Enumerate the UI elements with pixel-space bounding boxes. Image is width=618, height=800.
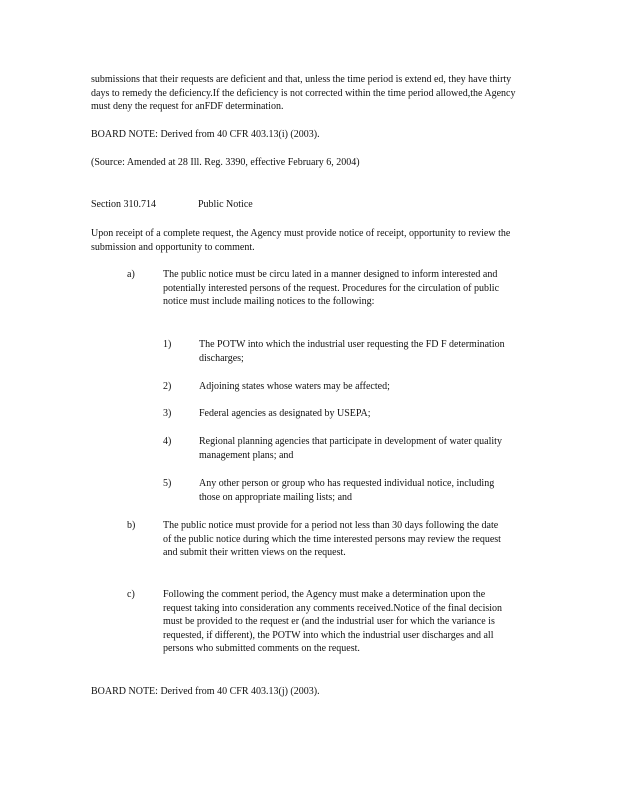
section-number: Section 310.714 <box>91 199 156 210</box>
subitem-1-text: The POTW into which the industrial user requesting the FD F determination discharges; <box>199 339 505 364</box>
subitem-2-marker: 2) <box>163 381 172 392</box>
item-c-marker: c) <box>127 589 135 600</box>
subitem-4-marker: 4) <box>163 436 172 447</box>
item-a-marker: a) <box>127 269 135 280</box>
subitem-4-text: Regional planning agencies that participate in development of water quality management plans; and <box>199 436 502 461</box>
item-b-text: The public notice must provide for a period not less than 30 days following the date of the public notice during which the time interested persons may review the request and submit their written views on the request. <box>163 520 501 558</box>
subitem-5-text: Any other person or group who has requested individual notice, including those on appropriate mailing lists; and <box>199 478 495 503</box>
subitem-3-marker: 3) <box>163 408 172 419</box>
source-note: (Source: Amended at 28 Ill. Reg. 3390, effective February 6, 2004) <box>91 157 360 168</box>
subitem-1-marker: 1) <box>163 339 172 350</box>
subitem-2-text: Adjoining states whose waters may be affected; <box>199 381 390 392</box>
continued-paragraph: submissions that their requests are deficient and that, unless the time period is extend ed, they have thirty days to remedy the deficiency.If the deficiency is not corrected within the time period allowed,the Agency must deny the request for anFDF determination. <box>91 74 516 112</box>
subitem-3-text: Federal agencies as designated by USEPA; <box>199 408 371 419</box>
subitem-5-marker: 5) <box>163 478 172 489</box>
intro-paragraph: Upon receipt of a complete request, the Agency must provide notice of receipt, opportunity to review the submission and opportunity to comment. <box>91 228 511 253</box>
board-note-2: BOARD NOTE: Derived from 40 CFR 403.13(j) (2003). <box>91 686 320 697</box>
item-c-text: Following the comment period, the Agency must make a determination upon the request taking into consideration any comments received.Notice of the final decision must be provided to the request er (and the industrial user for which the variance is requested, if different), the POTW into which the industrial user discharges and all persons who submitted comments on the request. <box>163 589 503 654</box>
item-b-marker: b) <box>127 520 136 531</box>
section-title: Public Notice <box>198 199 253 210</box>
board-note-1: BOARD NOTE: Derived from 40 CFR 403.13(i) (2003). <box>91 129 320 140</box>
item-a-text: The public notice must be circu lated in a manner designed to inform interested and potentially interested persons of the request. Procedures for the circulation of public notice must include mailing notices to the following: <box>163 269 500 307</box>
